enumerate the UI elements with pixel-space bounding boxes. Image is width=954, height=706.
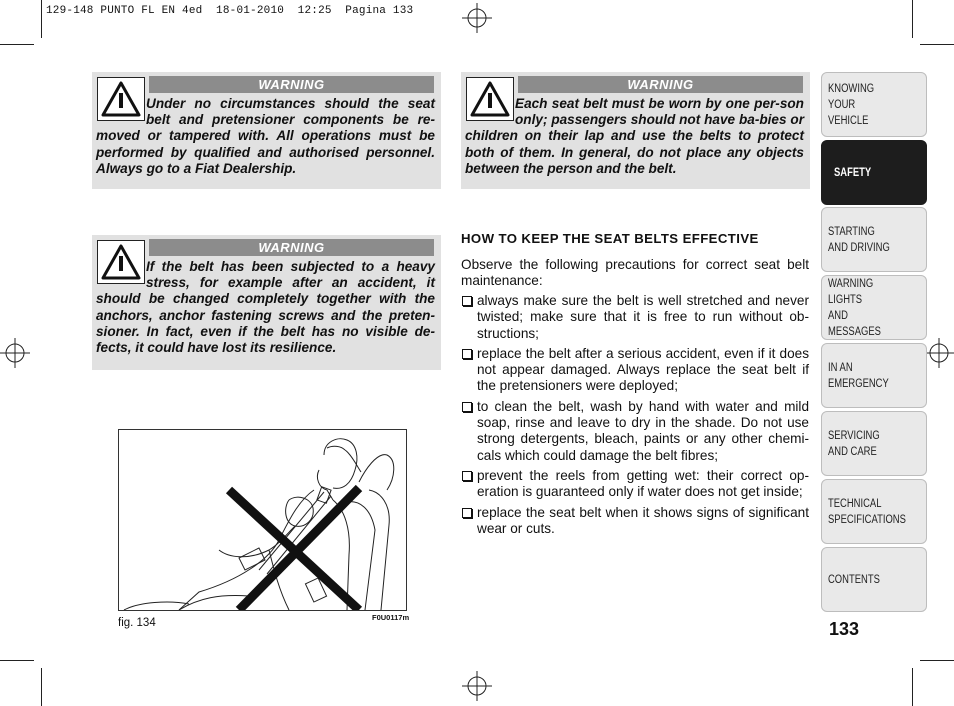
header-time: 12:25 bbox=[297, 5, 332, 17]
crop-mark bbox=[912, 0, 913, 38]
warning-title: WARNING bbox=[518, 76, 803, 93]
figure-code: F0U0117m bbox=[372, 613, 410, 622]
checkbox-bullet-icon bbox=[462, 349, 472, 359]
registration-mark-icon bbox=[462, 671, 492, 701]
section-title: HOW TO KEEP THE SEAT BELTS EFFECTIVE bbox=[461, 231, 759, 246]
tab-label: SERVICING AND CARE bbox=[828, 429, 880, 458]
checkbox-bullet-icon bbox=[462, 402, 472, 412]
warning-title: WARNING bbox=[149, 239, 434, 256]
warning-box bbox=[461, 72, 810, 189]
warning-box bbox=[92, 72, 441, 189]
list-item-text: always make sure the belt is well stretched and never twisted; make sure that it is free to run without ob-structions; bbox=[477, 293, 809, 341]
tab-warning-lights[interactable] bbox=[821, 275, 927, 340]
crop-mark bbox=[41, 668, 42, 706]
crop-mark bbox=[920, 660, 954, 661]
tab-technical-specifications[interactable] bbox=[821, 479, 927, 544]
registration-mark-icon bbox=[462, 3, 492, 33]
header-date: 18-01-2010 bbox=[216, 5, 285, 17]
warning-text: If the belt has been subjected to a heavy stress, for example after an accident, it should be changed completely together with the anchors, anchor fastening screws and the preten-sioner. In fact, even if the belt has no visible de-fects, it could have lost its resilience. bbox=[96, 259, 435, 356]
list-item bbox=[461, 468, 809, 501]
checkbox-bullet-icon bbox=[462, 296, 472, 306]
tab-label: IN AN EMERGENCY bbox=[828, 361, 889, 390]
crop-mark bbox=[0, 660, 34, 661]
tab-knowing-your-vehicle[interactable] bbox=[821, 72, 927, 137]
tab-label: WARNING LIGHTS AND MESSAGES bbox=[828, 277, 881, 338]
print-header bbox=[46, 5, 413, 17]
warning-text: Each seat belt must be worn by one per-son only; passengers should not have ba-bies or children on their lap and use the belts to protect both of them. In general, do not place any objects between the person and the belt. bbox=[465, 96, 804, 176]
tab-label: STARTING AND DRIVING bbox=[828, 225, 890, 254]
tab-label: CONTENTS bbox=[828, 573, 880, 586]
page-number: 133 bbox=[829, 619, 860, 639]
warning-text: Under no circumstances should the seat belt and pretensioner components be re-moved or tampered with. All operations must be performed by qualified and authorised personnel. Always go to a Fiat Dealership. bbox=[96, 96, 435, 176]
registration-mark-icon bbox=[0, 338, 30, 368]
list-item-text: replace the belt after a serious accident, even if it does not appear damaged. Always replace the seat belt if the pretensioners were deployed; bbox=[477, 345, 809, 394]
registration-mark-icon bbox=[924, 338, 954, 368]
checkbox-bullet-icon bbox=[462, 508, 472, 518]
crop-mark bbox=[920, 44, 954, 45]
figure-illustration bbox=[118, 429, 407, 611]
list-item bbox=[461, 505, 809, 538]
tab-label: TECHNICAL SPECIFICATIONS bbox=[828, 497, 906, 526]
precautions-list bbox=[461, 293, 809, 541]
header-page-label: Pagina 133 bbox=[345, 5, 414, 17]
tab-contents[interactable] bbox=[821, 547, 927, 612]
tab-servicing-and-care[interactable] bbox=[821, 411, 927, 476]
warning-box bbox=[92, 235, 441, 370]
seatbelt-child-illustration bbox=[119, 430, 406, 610]
tab-label: SAFETY bbox=[834, 166, 872, 179]
header-file: 129-148 PUNTO FL EN 4ed bbox=[46, 5, 203, 17]
crop-mark bbox=[912, 668, 913, 706]
tab-label: KNOWING YOUR VEHICLE bbox=[828, 82, 875, 127]
section-intro: Observe the following precautions for correct seat belt maintenance: bbox=[461, 257, 809, 289]
checkbox-bullet-icon bbox=[462, 471, 472, 481]
crop-mark bbox=[0, 44, 34, 45]
list-item-text: prevent the reels from getting wet: their correct op-eration is guaranteed only if water does not get inside; bbox=[477, 467, 809, 500]
list-item-text: to clean the belt, wash by hand with water and mild soap, rinse and leave to dry in the shade. Do not use strong detergents, bleach, paints or any other chemi-cals which could damage the belt fibres; bbox=[477, 398, 809, 463]
list-item bbox=[461, 293, 809, 342]
tab-in-an-emergency[interactable] bbox=[821, 343, 927, 408]
tab-safety[interactable] bbox=[821, 140, 927, 205]
warning-title: WARNING bbox=[149, 76, 434, 93]
list-item bbox=[461, 399, 809, 464]
list-item bbox=[461, 346, 809, 395]
tab-starting-and-driving[interactable] bbox=[821, 207, 927, 272]
crop-mark bbox=[41, 0, 42, 38]
list-item-text: replace the seat belt when it shows signs of significant wear or cuts. bbox=[477, 504, 809, 536]
figure-label: fig. 134 bbox=[118, 617, 156, 629]
